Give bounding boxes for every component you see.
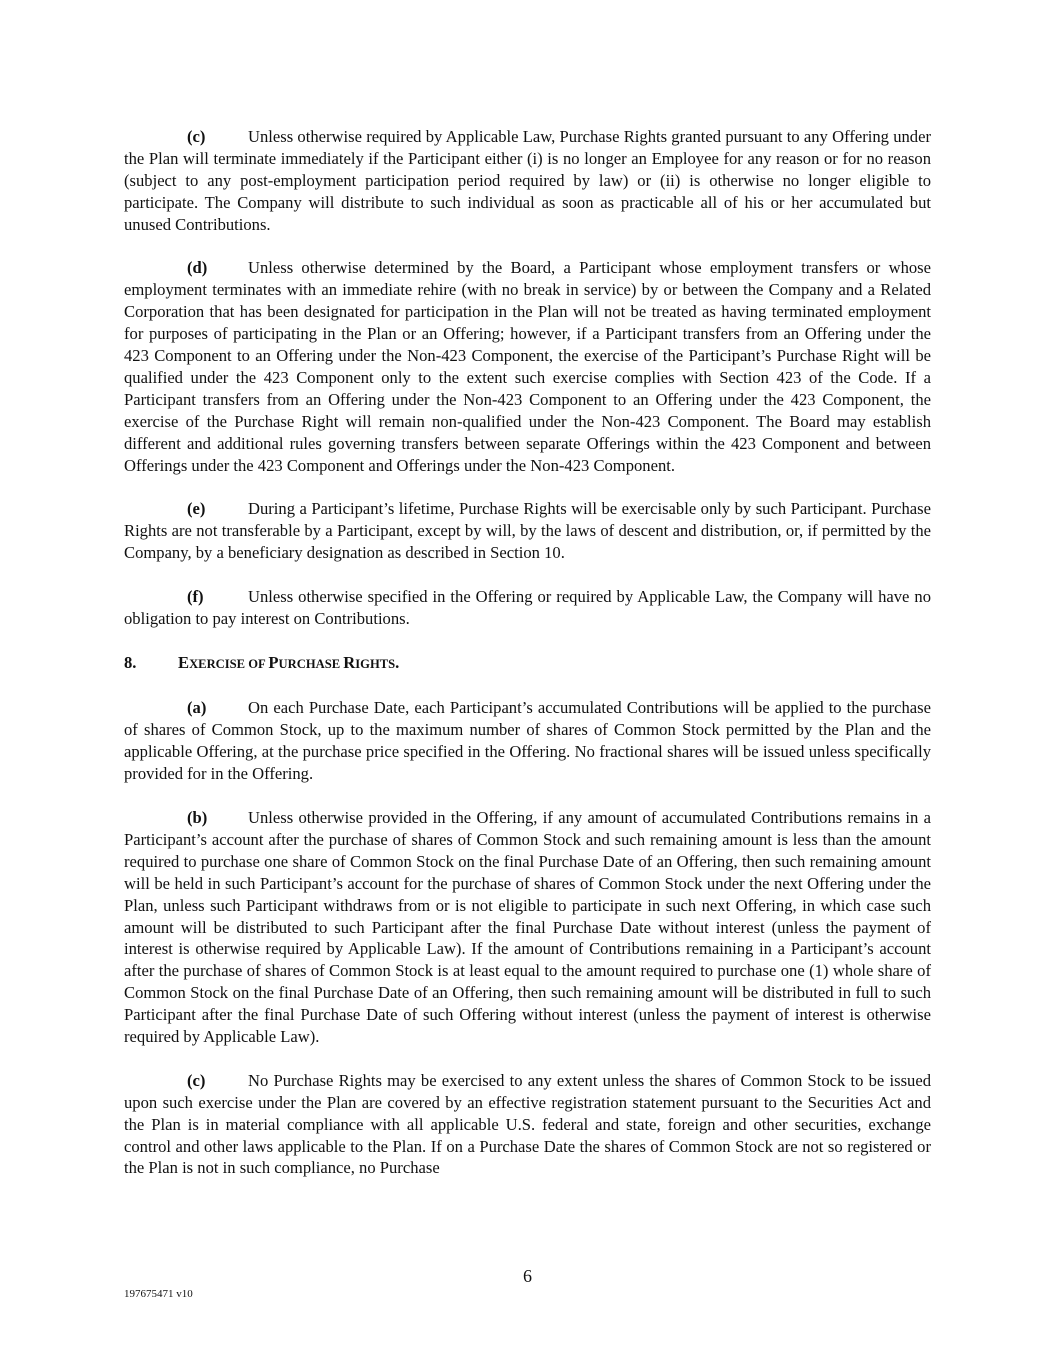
section-title-part: XERCISE OF	[189, 656, 269, 671]
paragraph-7d	[124, 257, 931, 476]
document-body	[124, 126, 931, 1201]
paragraph-label: (c)	[187, 1070, 206, 1090]
document-id: 197675471 v10	[124, 1288, 193, 1300]
paragraph-7f	[124, 586, 931, 630]
paragraph-text: During a Participant’s lifetime, Purchase Rights will be exercisable only by such Participant. Purchase Rights are not transferable by a Participant, except by will, by the laws of descent and distribution, or, if permitted by the Company, by a beneficiary designation as described in Section 10.	[124, 499, 931, 563]
section-title-part: E	[178, 652, 190, 672]
page-number: 6	[523, 1266, 532, 1286]
paragraph-label: (b)	[187, 808, 208, 827]
paragraph-text: Unless otherwise specified in the Offering or required by Applicable Law, the Company will have no obligation to pay interest on Contributions.	[124, 586, 931, 628]
paragraph-text: No Purchase Rights may be exercised to any extent unless the shares of Common Stock to be issued upon such exercise under the Plan are covered by an effective registration statement pursuant to the Securities Act and the Plan is in material compliance with all applicable U.S. federal and state, foreign and other securities, exchange control and other laws applicable to the Plan. If on a Purchase Date the shares of Common Stock are not so registered or the Plan is not in such compliance, no Purchase	[124, 1070, 931, 1178]
paragraph-text: Unless otherwise determined by the Board, a Participant whose employment transfers or whose employment terminates with an immediate rehire (with no break in service) by or between the Company and a Related Corporation that has been designated for participation in the Plan will not be treated as having terminated employment for purposes of participating in the Plan or an Offering; however, if a Participant transfers from an Offering under the 423 Component to an Offering under the Non-423 Component, the exercise of the Participant’s Purchase Right will be qualified under the 423 Component only to the extent such exercise complies with Section 423 of the Code. If a Participant transfers from an Offering under the Non-423 Component to an Offering under the 423 Component, the exercise of the Purchase Right will remain non-qualified under the Non-423 Component. The Board may establish different and additional rules governing transfers between separate Offerings within the 423 Component and between Offerings under the 423 Component and Offerings under the Non-423 Component.	[124, 258, 931, 475]
section-title-part: IGHTS	[355, 656, 396, 671]
paragraph-text: Unless otherwise required by Applicable Law, Purchase Rights granted pursuant to any Offering under the Plan will terminate immediately if the Participant either (i) is no longer an Employee for any reason or for no reason (subject to any post-employment participation period required by law) or (ii) is otherwise no longer eligible to participate. The Company will distribute to such individual as soon as practicable all of his or her accumulated but unused Contributions.	[124, 127, 931, 234]
paragraph-label: (a)	[187, 698, 207, 718]
paragraph-text: Unless otherwise provided in the Offering, if any amount of accumulated Contributions remains in a Participant’s account after the purchase of shares of Common Stock and such remaining amount is less than the amount required to purchase one share of Common Stock on the final Purchase Date of an Offering, then such remaining amount will be held in such Participant’s account for the purchase of shares of Common Stock under the next Offering under the Plan, unless such Participant withdraws from or is not eligible to participate in such next Offering, in which case such amount will be distributed to such Participant after the final Purchase Date without interest (unless the payment of interest is otherwise required by Applicable Law). If the amount of Contributions remaining in a Participant’s account after the purchase of shares of Common Stock is at least equal to the amount required to purchase one (1) whole share of Common Stock on the final Purchase Date of an Offering, then such remaining amount will be distributed in full to such Participant after the final Purchase Date of such Offering without interest (unless the payment of interest is otherwise required by Applicable Law).	[124, 808, 931, 1047]
paragraph-8a	[124, 697, 931, 785]
section-number: 8.	[124, 652, 137, 672]
section-title-part: .	[395, 652, 400, 672]
paragraph-label: (c)	[187, 127, 206, 146]
paragraph-7c	[124, 126, 931, 236]
section-title	[178, 653, 399, 672]
paragraph-8b	[124, 807, 931, 1048]
section-title-part: URCHASE	[278, 656, 344, 671]
paragraph-8c	[124, 1070, 931, 1180]
section-heading	[124, 652, 931, 676]
paragraph-7e	[124, 498, 931, 564]
paragraph-label: (d)	[187, 258, 208, 278]
section-title-part: P	[268, 652, 279, 672]
paragraph-label: (f)	[187, 586, 204, 606]
section-title-part: R	[343, 652, 356, 672]
paragraph-text: On each Purchase Date, each Participant’s accumulated Contributions will be applied to the purchase of shares of Common Stock, up to the maximum number of shares of Common Stock permitted by the Plan and the applicable Offering, at the purchase price specified in the Offering. No fractional shares will be issued unless specifically provided for in the Offering.	[124, 698, 931, 784]
paragraph-label: (e)	[187, 499, 206, 519]
